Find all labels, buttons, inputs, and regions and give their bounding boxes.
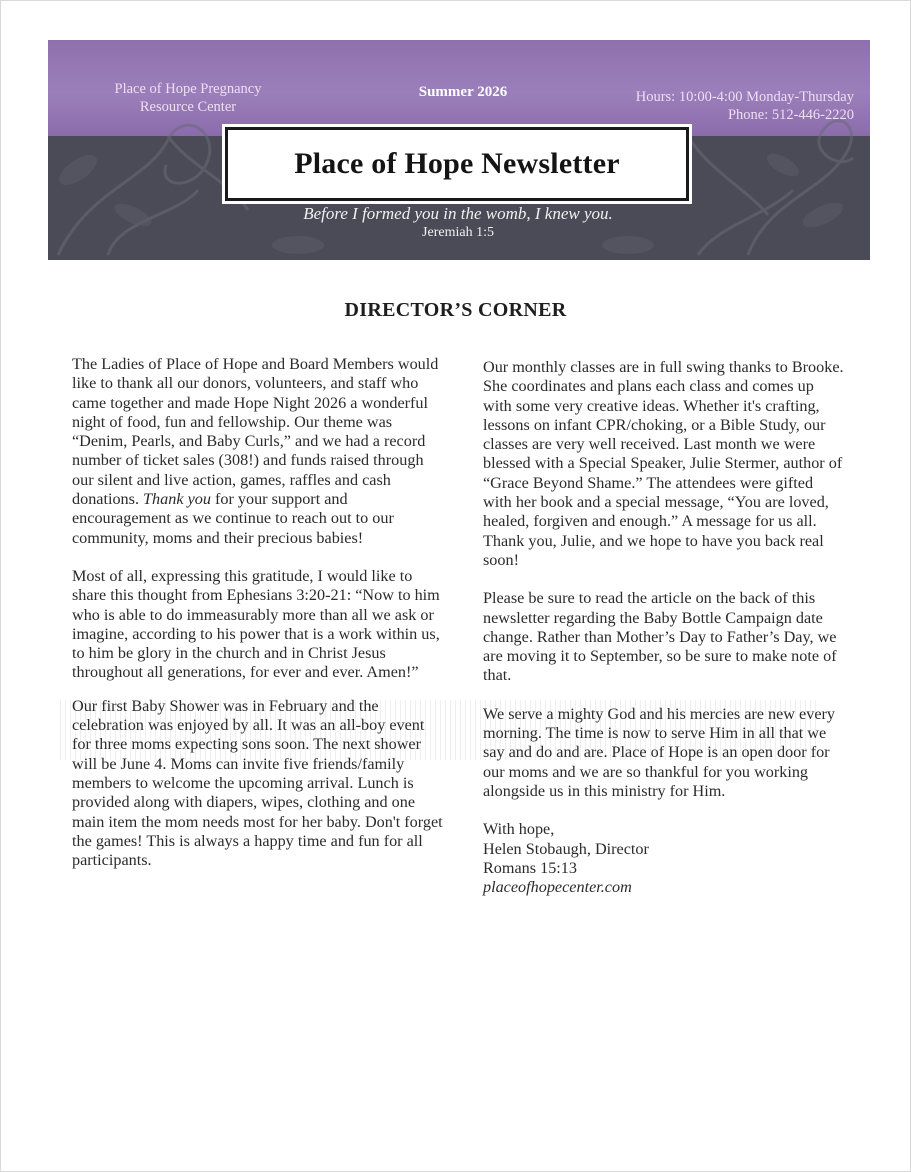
- newsletter-title: Place of Hope Newsletter: [294, 147, 620, 180]
- paragraph-classes: Our monthly classes are in full swing thanks to Brooke. She coordinates and plans each class and comes up with some very creative ideas. Whether it's crafting, lessons on infant CPR/choking, or a Bible Study, our classes are very well received. Last month we were blessed with a Special Speaker, Julie Stermer, author of “Grace Beyond Shame.” The attendees were gifted with her book and a special message, “You are loved, healed, forgiven and enough.” A message for us all. Thank you, Julie, and we hope to have you back real soon!: [483, 358, 844, 569]
- org-name-line2: Resource Center: [139, 99, 237, 115]
- header-verse: [248, 204, 668, 241]
- paragraph-baby-bottle: Please be sure to read the article on the back of this newsletter regarding the Baby Bottle Campaign date change. Rather than Mother’s Day to Father’s Day, we are moving it to September, so be sure to make note of that.: [483, 589, 837, 685]
- paragraph-scripture: Most of all, expressing this gratitude, I would like to share this thought from Ephesians 3:20-21: “Now to him who is able to do immeasurably more than all we ask or imagine, according to his power that is a work within us, to him be glory in the church and in Christ Jesus throughout all generations, for ever and ever. Amen!”: [72, 566, 440, 682]
- paragraph-thanks-text-a: The Ladies of Place of Hope and Board Members would like to thank all our donors, volunteers, and staff who came together and made Hope Night 2026 a wonderful night of food, fun and fellowship. Our theme was “Denim, Pearls, and Baby Curls,” and we had a record number of ticket sales (308!) and funds raised through our silent and live action, games, raffles and cash donations.: [72, 355, 439, 509]
- newsletter-title-box: [225, 127, 689, 201]
- verse-quote: Before I formed you in the womb, I knew you.: [303, 204, 613, 223]
- section-title: DIRECTOR’S CORNER: [344, 299, 567, 321]
- hours-text: Hours: 10:00-4:00 Monday-Thursday: [635, 89, 854, 105]
- org-name-line1: Place of Hope Pregnancy: [114, 81, 262, 97]
- edition-label: Summer 2026: [418, 84, 508, 100]
- paragraph-baby-shower: Our first Baby Shower was in February and the celebration was enjoyed by all. It was an all-boy event for three moms expecting sons soon. The next shower will be June 4. Moms can invite five friends/family members to welcome the upcoming arrival. Lunch is provided along with diapers, wipes, clothing and one main item the mom needs most for her baby. Don't forget the games! This is always a happy time and fun for all participants.: [72, 696, 443, 870]
- verse-reference: Jeremiah 1:5: [422, 225, 494, 240]
- right-column: [483, 358, 845, 897]
- paragraph-thanks: [72, 355, 444, 548]
- contact-info: [636, 88, 854, 124]
- closing-reference: Romans 15:13: [483, 858, 577, 877]
- closing-text: With hope,: [483, 820, 555, 839]
- signature-name: Helen Stobaugh, Director: [483, 839, 649, 858]
- website-link[interactable]: placeofhopecenter.com: [483, 878, 632, 897]
- signature-block: [483, 820, 845, 897]
- paragraph-mighty-god: We serve a mighty God and his mercies are new every morning. The time is now to serve Him in all that we say and do and are. Place of Hope is an open door for our moms and we are so thankful for you working alongside us in this ministry for Him.: [483, 704, 835, 800]
- organization-name: [88, 80, 288, 116]
- newsletter-header: [48, 40, 870, 260]
- paragraph-thanks-text-b: for your support and encouragement as we continue to reach out to our community, moms and their precious babies!: [72, 490, 394, 547]
- phone-text: Phone: 512-446-2220: [727, 107, 854, 123]
- left-column: [72, 355, 444, 870]
- paragraph-thanks-emphasis: Thank you: [143, 490, 211, 509]
